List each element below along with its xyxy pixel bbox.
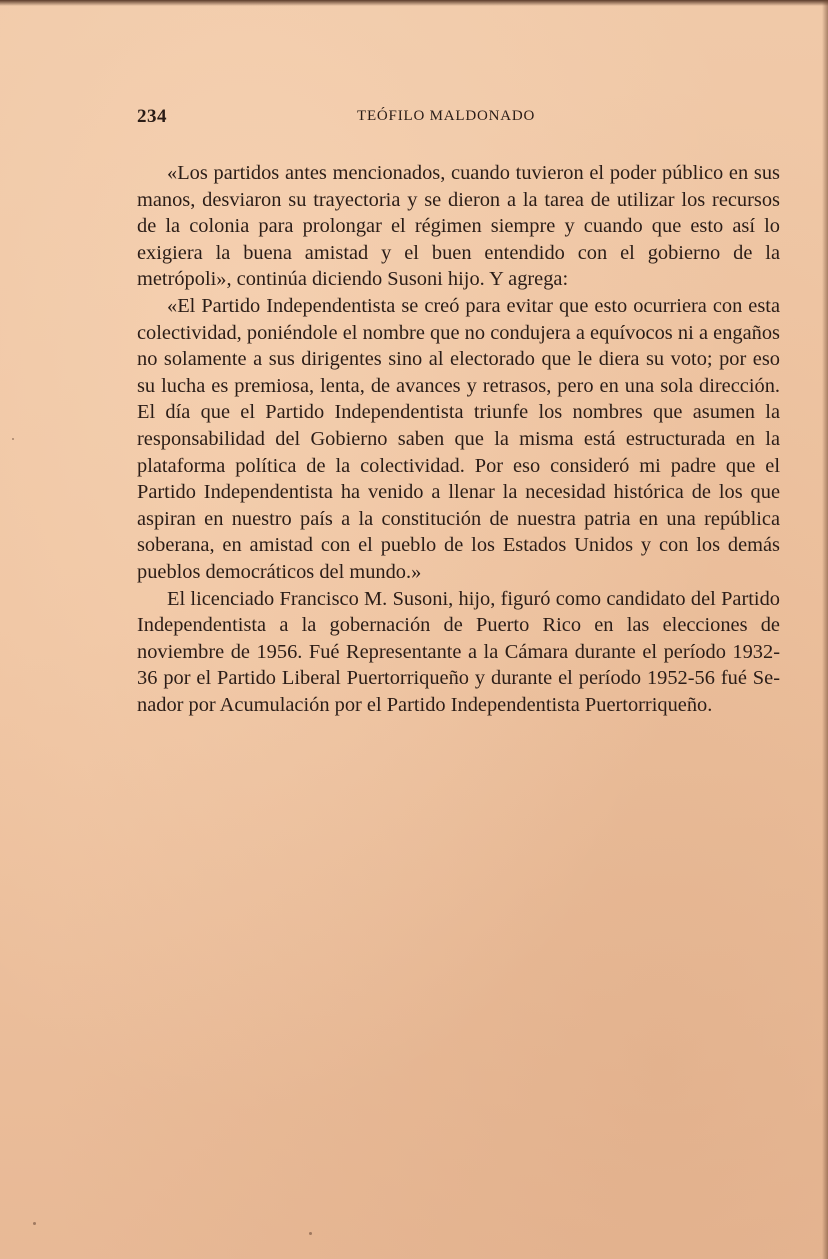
running-head (137, 106, 780, 136)
body-text (137, 160, 780, 718)
page-top-edge-shadow (0, 0, 828, 6)
paragraph-quote-2: «El Partido Independentista se creó para evitar que esto ocurriera con esta colectividad, poniéndole el nombre que no condujera a equívocos ni a engaños no solamente a sus dirigentes sino al electorado que le diera su voto; por eso su lucha es premiosa, lenta, de avances y retrasos, pero en una sola dirección. El día que el Partido Independentista triunfe los nombres que asumen la responsabilidad del Gobierno saben que la misma está estructurada en la plataforma política de la colectividad. Por eso consideró mi padre que el Partido Independentista ha venido a llenar la necesidad histórica de los que aspiran en nuestro país a la constitución de nuestra patria en una república soberana, en amistad con el pueblo de los Estados Unidos y con los demás pueblos democráticos del mundo.» (137, 294, 780, 583)
paragraph-biography: El licenciado Francisco M. Susoni, hijo, figuró como candidato del Partido Independentista a la gobernación de Puerto Rico en las elecciones de noviembre de 1956. Fué Representante a la Cámara durante el período 1932-36 por el Partido Liberal Puertorriqueño y durante el período 1952-56 fué Senador por Acumulación por el Partido Independentista Puertorriqueño. (137, 587, 780, 716)
paragraph-quote-1: «Los partidos antes mencionados, cuando tuvieron el poder público en sus manos, desviaron su trayectoria y se dieron a la tarea de utilizar los recursos de la colonia para prolongar el régimen siempre y cuando que esto así lo exigiera la buena amistad y el buen entendido con el gobierno de la metrópoli», continúa diciendo Susoni hijo. Y agrega: (137, 162, 780, 291)
page-number: 234 (137, 106, 167, 127)
page-right-edge-shadow (822, 0, 828, 1259)
running-title: TEÓFILO MALDONADO (357, 108, 536, 124)
paper-speck (12, 438, 14, 440)
paper-speck (33, 1222, 36, 1225)
paper-speck (309, 1232, 312, 1235)
